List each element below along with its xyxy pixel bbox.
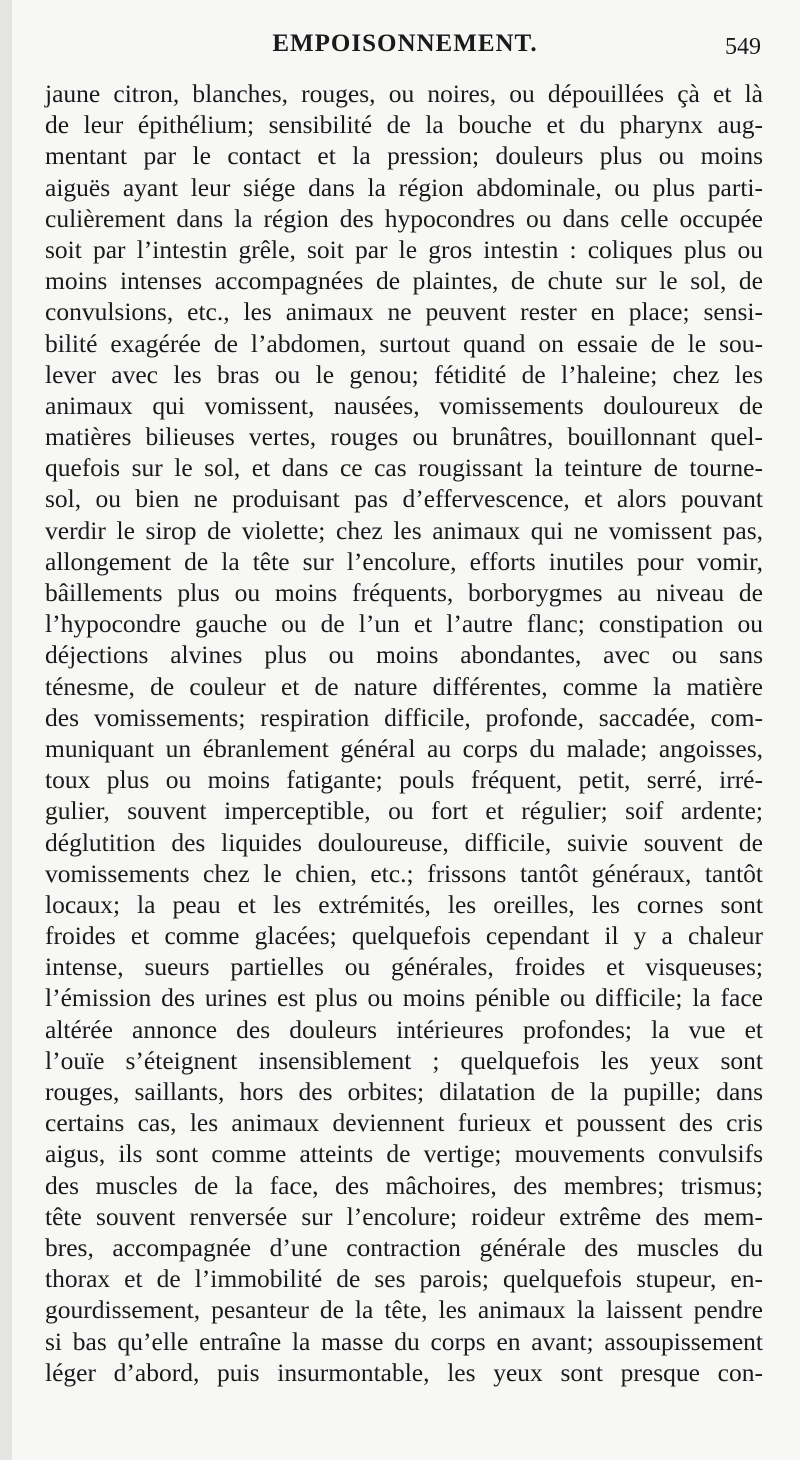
text-line: altérée annonce des douleurs intérieures profondes; la vue et [45,1014,763,1044]
text-line: bâillements plus ou moins fréquents, borborygmes au niveau de [45,578,763,607]
text-line: léger d’abord, puis insurmontable, les yeux sont presque con- [45,1357,763,1387]
text-line: rouges, saillants, hors des orbites; dilatation de la pupille; dans [45,1077,763,1106]
text-line: déjections alvines plus ou moins abondantes, avec ou sans [45,640,763,670]
text-line: aiguës ayant leur siége dans la région abdominale, ou plus parti- [45,172,763,202]
text-line: animaux qui vomissent, nausées, vomissements douloureux de [45,390,763,420]
text-line: verdir le sirop de violette; chez les animaux qui ne vomissent pas, [45,515,763,545]
text-line: convulsions, etc., les animaux ne peuvent rester en place; sensi- [45,297,763,327]
text-line: déglutition des liquides douloureuse, difficile, suivie souvent de [45,827,763,857]
text-line: culièrement dans la région des hypocondres ou dans celle occupée [45,203,763,233]
text-line: muniquant un ébranlement général au corps du malade; angoisses, [45,733,763,763]
text-line: l’hypocondre gauche ou de l’un et l’autre flanc; constipation ou [45,609,763,639]
text-line: des vomissements; respiration difficile, profonde, saccadée, com- [45,702,763,732]
text-line: ténesme, de couleur et de nature différentes, comme la matière [45,671,763,701]
text-line: des muscles de la face, des mâchoires, des membres; trismus; [45,1170,763,1200]
text-line: jaune citron, blanches, rouges, ou noires, ou dépouillées çà et là [45,79,763,108]
text-line: bres, accompagnée d’une contraction générale des muscles du [45,1232,763,1262]
text-line: thorax et de l’immobilité de ses parois; quelquefois stupeur, en- [45,1264,763,1294]
text-line: vomissements chez le chien, etc.; frissons tantôt généraux, tantôt [45,858,763,888]
text-line: l’émission des urines est plus ou moins pénible ou difficile; la face [45,983,763,1013]
text-line: l’ouïe s’éteignent insensiblement ; quelquefois les yeux sont [45,1045,763,1075]
page-number: 549 [725,34,761,60]
text-line: locaux; la peau et les extrémités, les oreilles, les cornes sont [45,889,763,919]
text-line: gourdissement, pesanteur de la tête, les animaux la laissent pendre [45,1295,763,1325]
text-line: gulier, souvent imperceptible, ou fort et régulier; soif ardente; [45,796,763,826]
text-line: allongement de la tête sur l’encolure, efforts inutiles pour vomir, [45,546,763,576]
text-line: soit par l’intestin grêle, soit par le gros intestin : coliques plus ou [45,234,763,264]
text-line: matières bilieuses vertes, rouges ou brunâtres, bouillonnant quel- [45,422,763,452]
text-line: sol, ou bien ne produisant pas d’effervescence, et alors pouvant [45,484,763,514]
body-text [45,78,763,1388]
text-line: mentant par le contact et la pression; douleurs plus ou moins [45,141,763,171]
text-line: tête souvent renversée sur l’encolure; roideur extrême des mem- [45,1201,763,1231]
text-line: certains cas, les animaux deviennent furieux et poussent des cris [45,1108,763,1138]
page-gutter-edge [0,0,12,1460]
text-line: moins intenses accompagnées de plaintes, de chute sur le sol, de [45,266,763,296]
text-line: quefois sur le sol, et dans ce cas rougissant la teinture de tourne- [45,453,763,483]
running-title: EMPOISONNEMENT. [272,30,538,57]
text-line: si bas qu’elle entraîne la masse du corps en avant; assoupissement [45,1326,763,1356]
text-line: intense, sueurs partielles ou générales, froides et visqueuses; [45,952,763,982]
text-line: froides et comme glacées; quelquefois cependant il y a chaleur [45,921,763,951]
text-line: bilité exagérée de l’abdomen, surtout quand on essaie de le sou- [45,328,763,358]
text-line: de leur épithélium; sensibilité de la bouche et du pharynx aug- [45,110,763,140]
text-line: toux plus ou moins fatigante; pouls fréquent, petit, serré, irré- [45,765,763,795]
page-header [45,30,765,70]
text-line: aigus, ils sont comme atteints de vertige; mouvements convulsifs [45,1139,763,1169]
text-line: lever avec les bras ou le genou; fétidité de l’haleine; chez les [45,359,763,389]
